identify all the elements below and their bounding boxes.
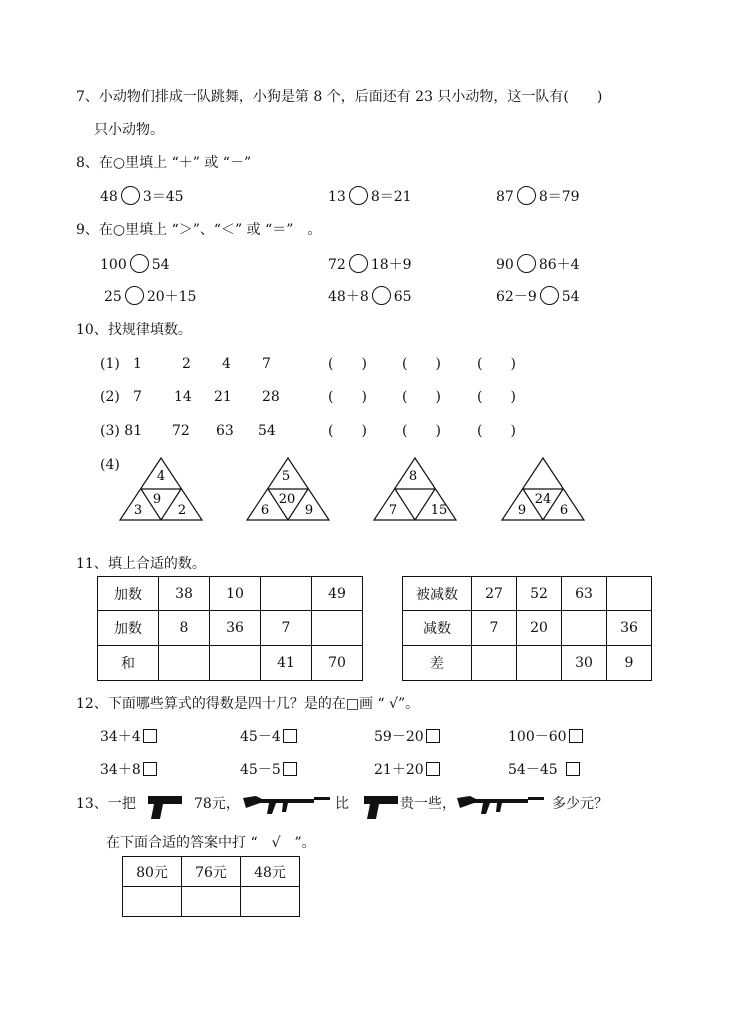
table-cell[interactable] xyxy=(210,646,261,681)
checkbox[interactable] xyxy=(566,762,580,776)
q12-item: 21＋20 xyxy=(374,760,440,780)
q8-title: 8、在○里填上 “＋” 或 “－” xyxy=(76,155,252,171)
table-cell: 49 xyxy=(312,577,363,611)
q9-item: 72 18＋9 xyxy=(328,254,412,275)
table-cell: 20 xyxy=(517,611,562,646)
tri-top: 8 xyxy=(408,469,418,484)
q8-item: 87 8＝79 xyxy=(496,186,580,207)
option-label: 80元 xyxy=(123,857,182,887)
option-label: 76元 xyxy=(182,857,241,887)
q13-bi: 比 xyxy=(335,796,349,812)
q12-title: 12、下面哪些算式的得数是四十几？是的在□画 “ √”。 xyxy=(76,696,420,712)
seq-num: 7 xyxy=(262,356,271,372)
seq-num: 28 xyxy=(262,389,280,405)
rifle-icon xyxy=(456,790,546,818)
checkbox[interactable] xyxy=(143,762,157,776)
answer-circle[interactable] xyxy=(121,186,140,205)
answer-circle[interactable] xyxy=(130,254,149,273)
seq-label: (3) 81 xyxy=(100,423,143,439)
seq-num: 2 xyxy=(182,356,191,372)
seq-num: 4 xyxy=(222,356,231,372)
tri-mid: 9 xyxy=(152,492,162,507)
checkbox[interactable] xyxy=(426,762,440,776)
table-cell: 差 xyxy=(403,646,472,681)
table-cell: 被减数 xyxy=(403,577,472,611)
q12-item: 34＋8 xyxy=(100,760,157,780)
triangle-puzzle xyxy=(502,458,584,520)
tri-label: (4) xyxy=(100,457,120,473)
triangle-puzzle xyxy=(247,458,329,520)
q12-item: 100－60 xyxy=(508,727,583,747)
answer-blank[interactable]: ( ) xyxy=(402,423,441,439)
table-cell: 7 xyxy=(261,611,312,646)
table-cell: 和 xyxy=(98,646,159,681)
answer-circle[interactable] xyxy=(125,286,144,305)
seq-num: 14 xyxy=(174,389,192,405)
table-cell: 加数 xyxy=(98,611,159,646)
answer-circle[interactable] xyxy=(517,254,536,273)
q7-line2: 只小动物。 xyxy=(94,122,164,138)
addition-table xyxy=(97,576,363,681)
seq-num: 21 xyxy=(214,389,232,405)
q13-price: 78元， xyxy=(194,796,240,812)
tri-right: 2 xyxy=(177,503,187,518)
q13-gui: 贵一些， xyxy=(400,796,456,812)
answer-blank[interactable]: ( ) xyxy=(328,356,367,372)
table-cell[interactable] xyxy=(159,646,210,681)
q7-line1: 7、小动物们排成一队跳舞，小狗是第 8 个，后面还有 23 只小动物，这一队有( ) xyxy=(76,89,603,105)
seq-label: (1) xyxy=(100,356,120,372)
option-answer-cell[interactable] xyxy=(241,887,300,917)
table-cell: 7 xyxy=(472,611,517,646)
table-cell: 70 xyxy=(312,646,363,681)
rifle-icon xyxy=(242,790,332,818)
q12-item: 34＋4 xyxy=(100,727,157,747)
checkbox[interactable] xyxy=(426,729,440,743)
q9-item: 48＋8 65 xyxy=(328,286,412,307)
table-cell[interactable] xyxy=(562,611,607,646)
answer-circle[interactable] xyxy=(349,186,368,205)
table-cell: 36 xyxy=(210,611,261,646)
triangle-puzzles xyxy=(0,452,737,532)
tri-top: 4 xyxy=(156,469,166,484)
checkbox[interactable] xyxy=(283,762,297,776)
tri-left: 7 xyxy=(388,503,398,518)
answer-circle[interactable] xyxy=(349,254,368,273)
subtraction-table xyxy=(402,576,652,681)
table-cell: 10 xyxy=(210,577,261,611)
tri-right: 9 xyxy=(304,503,314,518)
table-cell[interactable] xyxy=(472,646,517,681)
tri-mid: 20 xyxy=(278,492,296,507)
option-label: 48元 xyxy=(241,857,300,887)
answer-blank[interactable]: ( ) xyxy=(477,389,516,405)
q12-item: 45－4 xyxy=(240,727,297,747)
seq-label: (2) xyxy=(100,389,120,405)
q10-title: 10、找规律填数。 xyxy=(76,322,192,338)
q9-title: 9、在○里填上 “＞”、“＜” 或 “＝” 。 xyxy=(76,222,322,238)
q13-ask: 多少元？ xyxy=(552,796,608,812)
q8-item: 48 3＝45 xyxy=(100,186,184,207)
option-answer-cell[interactable] xyxy=(123,887,182,917)
tri-left: 6 xyxy=(260,503,270,518)
q8-item: 13 8＝21 xyxy=(328,186,412,207)
table-cell[interactable] xyxy=(607,577,652,611)
option-answer-cell[interactable] xyxy=(182,887,241,917)
seq-num: 63 xyxy=(216,423,234,439)
table-cell[interactable] xyxy=(261,577,312,611)
checkbox[interactable] xyxy=(283,729,297,743)
checkbox[interactable] xyxy=(143,729,157,743)
table-cell: 8 xyxy=(159,611,210,646)
tri-left: 9 xyxy=(517,503,527,518)
q13-pre: 13、一把 xyxy=(76,796,136,812)
answer-blank[interactable]: ( ) xyxy=(328,423,367,439)
q12-item: 59－20 xyxy=(374,727,440,747)
q9-item: 25 20＋15 xyxy=(104,286,196,307)
q12-item: 54－45 xyxy=(508,760,580,780)
table-cell: 63 xyxy=(562,577,607,611)
tri-right: 15 xyxy=(430,503,448,518)
answer-blank[interactable]: ( ) xyxy=(477,356,516,372)
pistol-icon xyxy=(146,793,186,823)
seq-num: 7 xyxy=(133,389,142,405)
answer-circle[interactable] xyxy=(372,286,391,305)
table-cell: 30 xyxy=(562,646,607,681)
q13-instruction: 在下面合适的答案中打 “ √ ”。 xyxy=(106,835,316,851)
seq-num: 54 xyxy=(258,423,276,439)
table-cell: 减数 xyxy=(403,611,472,646)
q11-title: 11、填上合适的数。 xyxy=(76,556,206,572)
q9-item: 100 54 xyxy=(100,254,170,275)
q12-item: 45－5 xyxy=(240,760,297,780)
checkbox[interactable] xyxy=(569,729,583,743)
tri-mid: 24 xyxy=(534,492,552,507)
q9-item: 62－9 54 xyxy=(496,286,580,307)
seq-num: 72 xyxy=(172,423,190,439)
pistol-icon xyxy=(362,793,402,823)
table-cell[interactable] xyxy=(312,611,363,646)
table-cell: 52 xyxy=(517,577,562,611)
tri-left: 3 xyxy=(133,503,143,518)
tri-top: 5 xyxy=(281,469,291,484)
tri-right: 6 xyxy=(559,503,569,518)
table-cell: 38 xyxy=(159,577,210,611)
answer-circle[interactable] xyxy=(540,286,559,305)
table-cell[interactable] xyxy=(517,646,562,681)
q9-item: 90 86＋4 xyxy=(496,254,580,275)
answer-blank[interactable]: ( ) xyxy=(402,356,441,372)
table-cell: 36 xyxy=(607,611,652,646)
seq-num: 1 xyxy=(133,356,142,372)
answer-blank[interactable]: ( ) xyxy=(477,423,516,439)
table-cell: 加数 xyxy=(98,577,159,611)
triangle-puzzle xyxy=(120,458,202,520)
answer-blank[interactable]: ( ) xyxy=(328,389,367,405)
table-cell: 9 xyxy=(607,646,652,681)
answer-table xyxy=(122,856,300,917)
answer-blank[interactable]: ( ) xyxy=(402,389,441,405)
table-cell: 41 xyxy=(261,646,312,681)
answer-circle[interactable] xyxy=(517,186,536,205)
table-cell: 27 xyxy=(472,577,517,611)
